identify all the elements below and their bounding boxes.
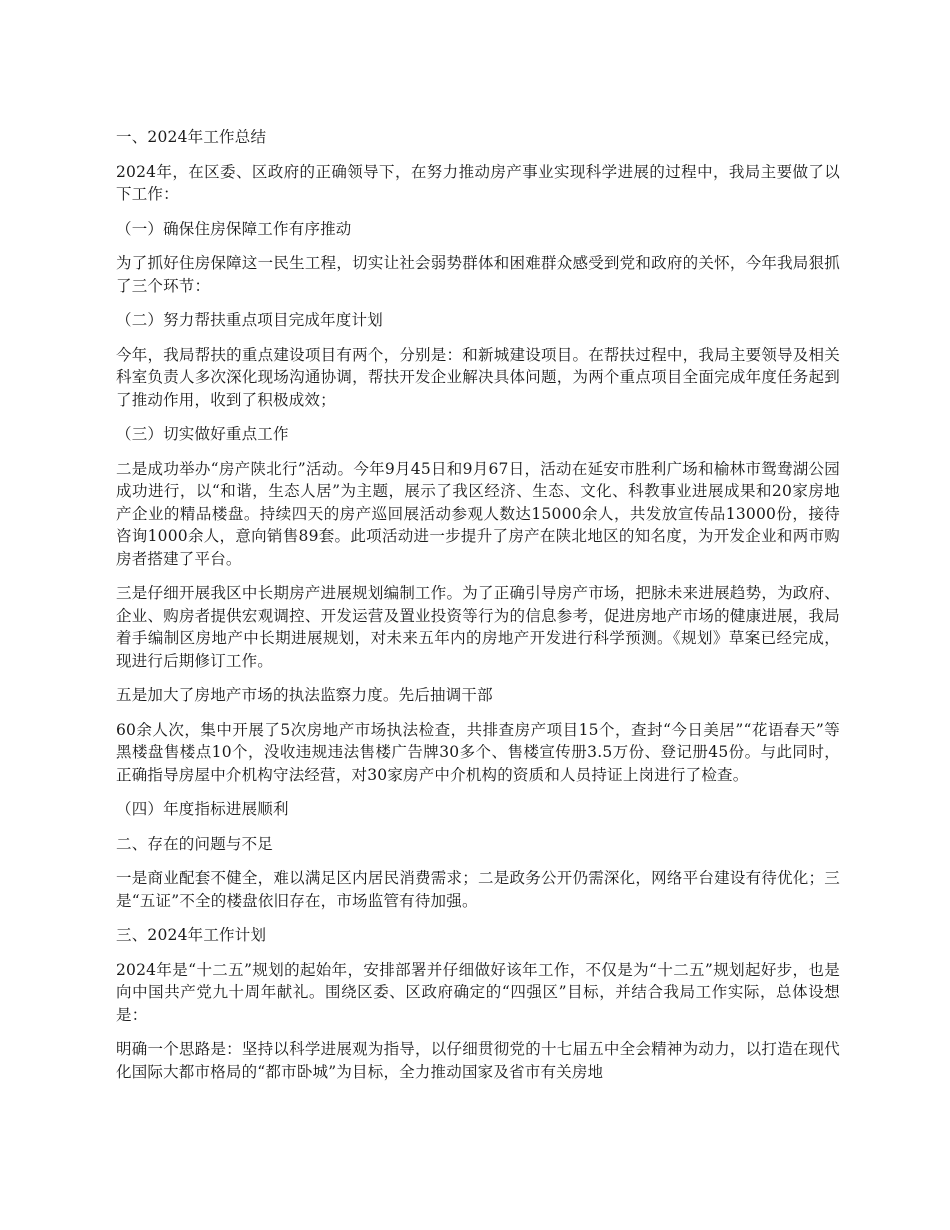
exhibition-paragraph: 二是成功举办“房产陕北行”活动。今年9月45日和9月67日，活动在延安市胜利广场和榆林市鸳鸯湖公园成功进行，以“和谐，生态人居”为主题，展示了我区经济、生态、文化、科教事业进展成果和20家房地产企业的精品楼盘。持续四天的房产巡回展活动参观人数达15000余人，共发放宣传品13000份，接待咨询1000余人，意向销售89套。此项活动进一步提升了房产在陕北地区的知名度，为开发企业和两市购房者搭建了平台。	[116, 459, 840, 568]
housing-security-paragraph: 为了抓好住房保障这一民生工程，切实让社会弱势群体和困难群众感受到党和政府的关怀，今年我局狠抓了三个环节：	[116, 254, 840, 295]
section-heading-summary: 一、2024年工作总结	[116, 128, 267, 146]
key-projects-paragraph: 今年，我局帮扶的重点建设项目有两个，分别是：和新城建设项目。在帮扶过程中，我局主要领导及相关科室负责人多次深化现场沟通协调，帮扶开发企业解决具体问题，为两个重点项目全面完成年度任务起到了推动作用，收到了积极成效；	[116, 345, 840, 409]
approach-paragraph: 明确一个思路是：坚持以科学进展观为指导，以仔细贯彻党的十七届五中全会精神为动力，以打造在现代化国际大都市格局的“都市卧城”为目标，全力推动国家及省市有关房地	[116, 1040, 840, 1081]
section-heading-problems: 二、存在的问题与不足	[116, 834, 274, 853]
problems-paragraph: 一是商业配套不健全，难以满足区内居民消费需求；二是政务公开仍需深化，网络平台建设有待优化；三是“五证”不全的楼盘依旧存在，市场监管有待加强。	[116, 869, 840, 910]
planning-paragraph: 三是仔细开展我区中长期房产进展规划编制工作。为了正确引导房产市场，把脉未来进展趋势，为政府、企业、购房者提供宏观调控、开发运营及置业投资等行为的信息参考，促进房地产市场的健康进展，我局着手编制区房地产中长期进展规划，对未来五年内的房地产开发进行科学预测。《规划》草案已经完成，现进行后期修订工作。	[116, 584, 840, 670]
subheading-key-work: （三）切实做好重点工作	[116, 425, 289, 443]
subheading-key-projects: （二）努力帮扶重点项目完成年度计划	[116, 311, 383, 329]
intro-paragraph: 2024年，在区委、区政府的正确领导下，在努力推动房产事业实现科学进展的过程中，我局主要做了以下工作：	[116, 162, 840, 203]
enforcement-intro-paragraph: 五是加大了房地产市场的执法监察力度。先后抽调干部	[116, 686, 493, 704]
subheading-housing-security: （一）确保住房保障工作有序推动	[116, 219, 352, 238]
document-body	[116, 126, 840, 1095]
enforcement-detail-paragraph: 60余人次，集中开展了5次房地产市场执法检查，共排查房产项目15个，查封“今日美居”“花语春天”等黑楼盘售楼点10个，没收违规违法售楼广告牌30多个、售楼宣传册3.5万份、登记册45份。与此同时，正确指导房屋中介机构守法经营，对30家房产中介机构的资质和人员持证上岗进行了检查。	[116, 720, 840, 784]
subheading-annual-indicators: （四）年度指标进展顺利	[116, 800, 289, 818]
plan-paragraph: 2024年是“十二五”规划的起始年，安排部署并仔细做好该年工作，不仅是为“十二五”规划起好步，也是向中国共产党九十周年献礼。围绕区委、区政府确定的“四强区”目标，并结合我局工作实际，总体设想是：	[116, 960, 840, 1024]
section-heading-plan: 三、2024年工作计划	[116, 926, 267, 944]
